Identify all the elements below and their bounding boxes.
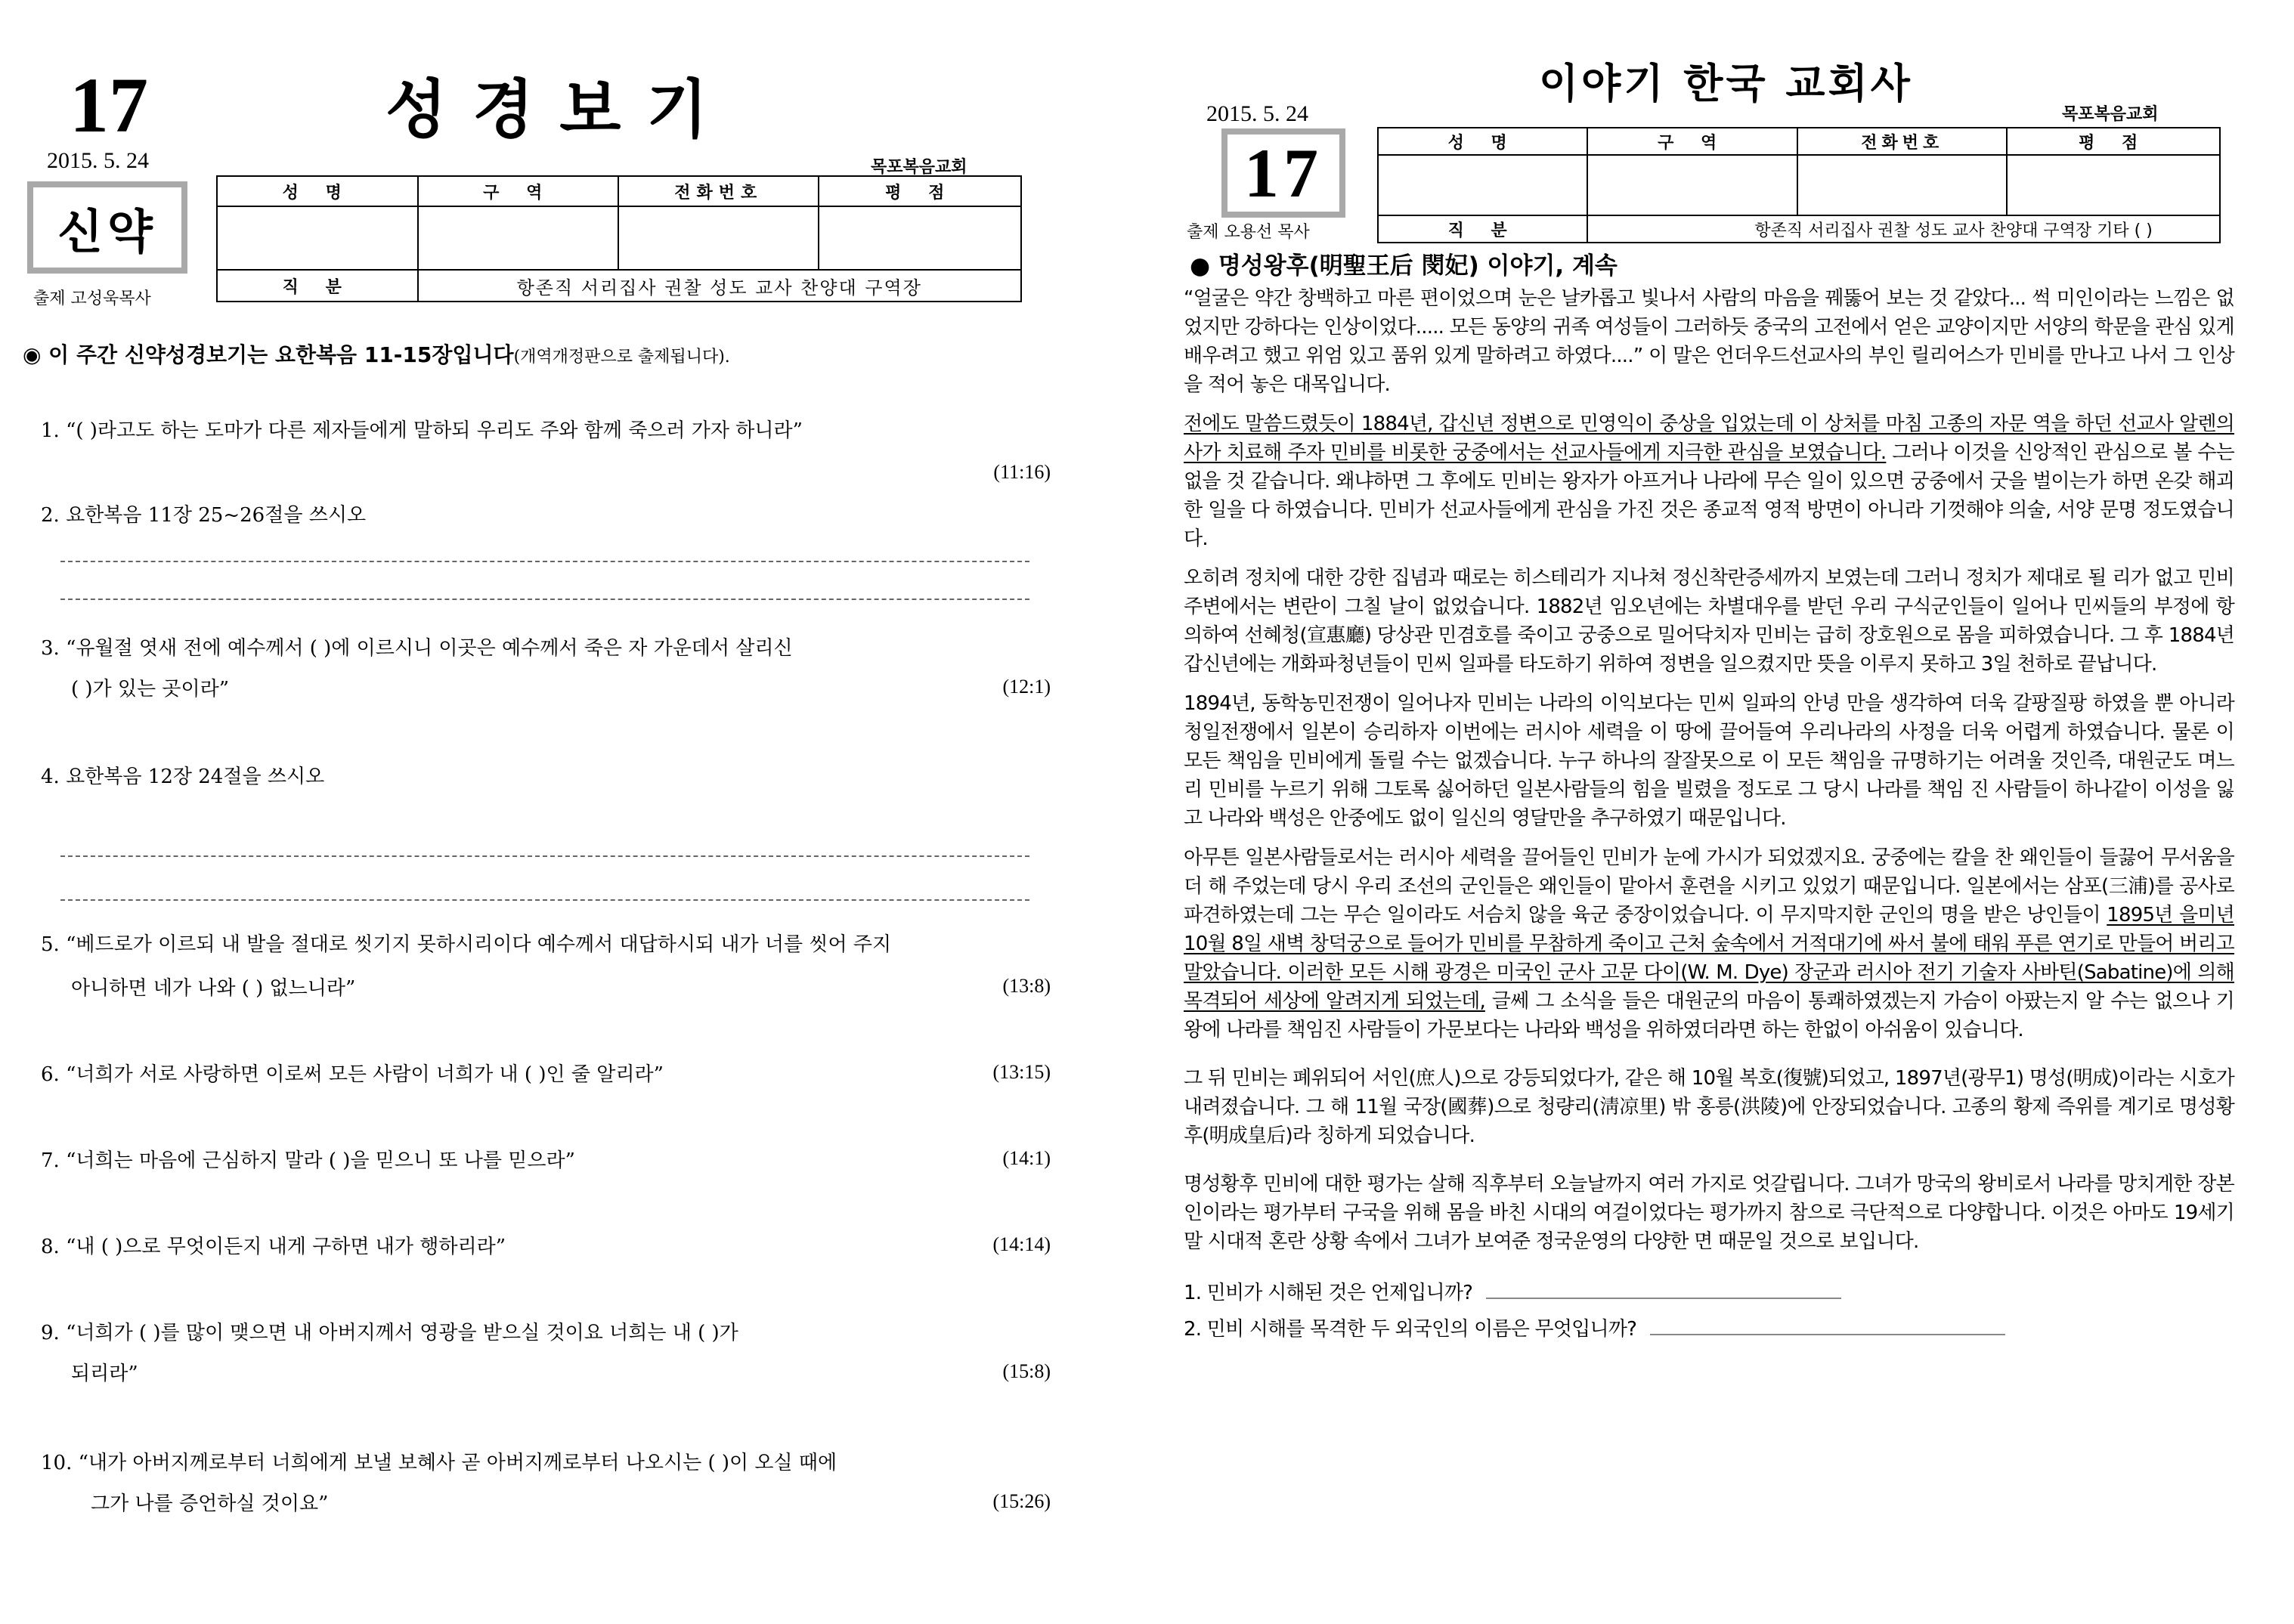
right-lesson-number: 17 bbox=[1244, 135, 1323, 212]
story-title: 이야기 한국 교회사 bbox=[1539, 60, 1913, 107]
testament-badge bbox=[27, 181, 187, 274]
author: 출제 고성욱목사 bbox=[33, 289, 151, 308]
question-3-line2: ( )가 있는 곳이라” bbox=[71, 678, 230, 701]
story-question-2-text: 2. 민비 시해를 목격한 두 외국인의 이름은 무엇입니까? bbox=[1184, 1318, 1637, 1341]
header-phone: 전화번호 bbox=[618, 176, 819, 206]
right-date: 2015. 5. 24 bbox=[1206, 101, 1308, 126]
question-5: 5. “베드로가 이르되 내 발을 절대로 씻기지 못하시리이다 예수께서 대답하시되 내가 너를 씻어 주지 bbox=[41, 933, 892, 956]
question-9-line2: 되리라” bbox=[71, 1363, 138, 1385]
question-9: 9. “너희가 ( )를 많이 맺으면 내 아버지께서 영광을 받으실 것이요 너희는 내 ( )가 bbox=[41, 1322, 738, 1344]
header-name: 성 명 bbox=[217, 176, 418, 206]
question-7-ref: (14:1) bbox=[1002, 1147, 1051, 1169]
answer-line[interactable] bbox=[1486, 1298, 1841, 1299]
weekly-focus bbox=[23, 339, 730, 369]
question-5-ref: (13:8) bbox=[1002, 975, 1051, 997]
paragraph: 1894년, 동학농민전쟁이 일어나자 민비는 나라의 이익보다는 민씨 일파의 안녕 만을 생각하여 더욱 갈팡질팡 하였을 뿐 아니라 청일전쟁에서 일본이 승리하자 이번에는 러시아 세력을 이 땅에 끌어들여 우리나라의 사정을 더욱 어렵게 하였습니다. 물론 이 모든 책임을 민비에게 돌릴 수는 없겠습니다. 누구 하나의 잘잘못으로 이 모든 책임을 규명하기는 어려울 것인즉, 대원군도 며느리 민비를 누르기 위해 그토록 싫어하던 일본사람들의 힘을 빌렸을 정도로 그 당시 나라를 책임 진 사람들이 하나같이 이성을 잃고 나라와 백성은 안중에도 없이 일신의 영달만을 추구하였기 때문입니다. bbox=[1184, 692, 2234, 830]
duty-options[interactable]: 항존직 서리집사 권찰 성도 교사 찬양대 구역장 기타 ( ) bbox=[1587, 215, 2220, 243]
question-10-ref: (15:26) bbox=[992, 1490, 1051, 1512]
answer-line[interactable] bbox=[60, 599, 1029, 600]
question-9-ref: (15:8) bbox=[1002, 1360, 1051, 1382]
paragraph: 명성황후 민비에 대한 평가는 살해 직후부터 오늘날까지 여러 가지로 엇갈립니다. 그녀가 망국의 왕비로서 나라를 망치게한 장본인이라는 평가부터 구국을 위해 몸을 바친 시대의 여걸이었다는 평가까지 참으로 극단적으로 다양합니다. 이것은 아마도 19세기 말 시대적 혼란 상황 속에서 그녀가 보여준 정국운영의 다양한 면 때문일 것으로 보입니다. bbox=[1184, 1173, 2234, 1253]
district-field[interactable] bbox=[418, 206, 619, 270]
answer-line[interactable] bbox=[1650, 1334, 2005, 1335]
answer-line[interactable] bbox=[60, 561, 1029, 562]
header-name: 성 명 bbox=[1378, 128, 1587, 155]
name-field[interactable] bbox=[217, 206, 418, 270]
paragraph-text: 글쎄 그 소식을 들은 대원군의 마음이 통쾌하였겠는지 가슴이 아팠는지 알 수는 없으나 기왕에 나라를 책임진 사람들이 가문보다는 나라와 백성을 위하였더라면 하는 한없이 아쉬움이 있습니다. bbox=[1184, 990, 2234, 1041]
focus-main: ◉ 이 주간 신약성경보기는 요한복음 11-15장입니다 bbox=[23, 342, 514, 367]
duty-label: 직 분 bbox=[1378, 215, 1587, 243]
header-district: 구 역 bbox=[418, 176, 619, 206]
duty-options[interactable]: 항존직 서리집사 권찰 성도 교사 찬양대 구역장 bbox=[418, 270, 1022, 302]
story-question-2 bbox=[1184, 1315, 2234, 1344]
page-title: 성경보기 bbox=[385, 72, 734, 147]
duty-label: 직 분 bbox=[217, 270, 418, 302]
story-question-1 bbox=[1184, 1279, 2234, 1307]
paragraph-text: 아무튼 일본사람들로서는 러시아 세력을 끌어들인 민비가 눈에 가시가 되었겠지요. 궁중에는 칼을 찬 왜인들이 들끓어 무서움을 더 해 주었는데 당시 우리 조선의 군인들은 왜인들이 맡아서 훈련을 시키고 있었기 때문입니다. 일본에서는 삼포(三浦)를 공사로 파견하였는데 그는 무슨 일이라도 서슴치 않을 육군 중장이었습니다. 이 무지막지한 군인의 명을 받은 낭인들이 bbox=[1184, 846, 2234, 926]
question-10-line2: 그가 나를 증언하실 것이요” bbox=[91, 1493, 329, 1515]
phone-field[interactable] bbox=[618, 206, 819, 270]
district-field[interactable] bbox=[1587, 155, 1797, 215]
answer-line[interactable] bbox=[60, 899, 1029, 901]
header-score: 평 점 bbox=[2007, 128, 2220, 155]
underlined-text: 1895년 을미년 10월 8일 새벽 창덕궁으로 들어가 민비를 무참하게 죽이고 근처 숲속에서 거적대기에 싸서 불에 태워 푸른 연기로 만들어 버리고 말았습니다. 이러한 모든 시해 광경은 미국인 군사 고문 다이(W. M. Dye) 장군과 러시아 전기 기술자 사바틴(Sabatine)에 의해 목격되어 세상에 알려지게 되었는데, bbox=[1184, 904, 2234, 1013]
paragraph bbox=[1184, 843, 2234, 1044]
question-2: 2. 요한복음 11장 25~26절을 쓰시오 bbox=[41, 504, 367, 527]
name-field[interactable] bbox=[1378, 155, 1587, 215]
paragraph: “얼굴은 약간 창백하고 마른 편이었으며 눈은 날카롭고 빛나서 사람의 마음을 꿰뚫어 보는 것 같았다... 썩 미인이라는 느낌은 없었지만 강하다는 인상이었다..... 모든 동양의 귀족 여성들이 그러하듯 중국의 고전에서 얻은 교양이지만 서양의 학문을 관심 있게 배우려고 했고 위엄 있고 품위 있게 말하려고 하였다....” 이 말은 언더우드선교사의 부인 릴리어스가 민비를 만나고 나서 그 인상을 적어 놓은 대목입니다. bbox=[1184, 287, 2234, 396]
question-5-line2: 아니하면 네가 나와 ( ) 없느니라” bbox=[71, 977, 356, 1000]
question-1-ref: (11:16) bbox=[993, 461, 1051, 483]
paragraph-text: 그러나 이것을 신앙적인 관심으로 볼 수는 없을 것 같습니다. 왜냐하면 그 후에도 민비는 왕자가 아프거나 나라에 무슨 일이 있으면 궁중에서 굿을 벌이는가 하면 온갖 해괴한 일을 다 하였습니다. 민비가 선교사들에게 관심을 가진 것은 종교적 영적 방면이 아니라 기껏해야 의술, 서양 문명 정도였습니다. bbox=[1184, 441, 2234, 550]
question-1: 1. “( )라고도 하는 도마가 다른 제자들에게 말하되 우리도 주와 함께 죽으러 가자 하니라” bbox=[41, 419, 803, 442]
header-district: 구 역 bbox=[1587, 128, 1797, 155]
header-score: 평 점 bbox=[819, 176, 1021, 206]
question-4: 4. 요한복음 12장 24절을 쓰시오 bbox=[41, 766, 325, 788]
right-info-table bbox=[1377, 127, 2221, 243]
testament-label: 신약 bbox=[57, 203, 157, 259]
question-3-ref: (12:1) bbox=[1002, 676, 1051, 698]
lesson-number-box bbox=[1221, 128, 1345, 218]
question-10: 10. “내가 아버지께로부터 너희에게 보낼 보혜사 곧 아버지께로부터 나오시는 ( )이 오실 때에 bbox=[41, 1452, 837, 1474]
section-title: ● 명성왕후(明聖王后 閔妃) 이야기, 계속 bbox=[1190, 252, 1618, 280]
underlined-text: 전에도 말씀드렸듯이 1884년, 갑신년 정변으로 민영익이 중상을 입었는데 이 상처를 마침 고종의 자문 역을 하던 선교사 알렌의사가 치료해 주자 민비를 비롯한 궁중에서는 선교사들에게 지극한 관심을 보였습니다. bbox=[1184, 413, 2234, 464]
info-table bbox=[216, 175, 1022, 302]
score-field[interactable] bbox=[819, 206, 1021, 270]
question-8-ref: (14:14) bbox=[992, 1233, 1051, 1255]
paragraph: 그 뒤 민비는 폐위되어 서인(庶人)으로 강등되었다가, 같은 해 10월 복호(復號)되었고, 1897년(광무1) 명성(明成)이라는 시호가 내려졌습니다. 그 해 11월 국장(國葬)으로 청량리(淸凉里) 밖 홍릉(洪陵)에 안장되었습니다. 고종의 황제 즉위를 계기로 명성황후(明成皇后)라 칭하게 되었습니다. bbox=[1184, 1067, 2234, 1147]
right-church-name: 목포복음교회 bbox=[2062, 105, 2159, 124]
story-question-1-text: 1. 민비가 시해된 것은 언제입니까? bbox=[1184, 1282, 1473, 1304]
phone-field[interactable] bbox=[1797, 155, 2008, 215]
question-6: 6. “너희가 서로 사랑하면 이로써 모든 사람이 너희가 내 ( )인 줄 알리라” bbox=[41, 1063, 664, 1086]
answer-line[interactable] bbox=[60, 855, 1029, 857]
story-body bbox=[1184, 284, 2234, 1344]
question-8: 8. “내 ( )으로 무엇이든지 내게 구하면 내가 행하리라” bbox=[41, 1236, 506, 1258]
right-author: 출제 오용선 목사 bbox=[1187, 223, 1310, 242]
paragraph bbox=[1184, 410, 2234, 553]
focus-note: (개역개정판으로 출제됩니다). bbox=[513, 348, 730, 367]
score-field[interactable] bbox=[2007, 155, 2220, 215]
question-7: 7. “너희는 마음에 근심하지 말라 ( )을 믿으니 또 나를 믿으라” bbox=[41, 1149, 575, 1172]
paragraph: 오히려 정치에 대한 강한 집념과 때로는 히스테리가 지나쳐 정신착란증세까지 보였는데 그러니 정치가 제대로 될 리가 없고 민비 주변에서는 변란이 그칠 날이 없었습니다. 1882년 임오년에는 차별대우를 받던 우리 구식군인들이 일어나 민씨들의 부정에 항의하여 선혜청(宣惠廳) 당상관 민겸호를 죽이고 궁중으로 밀어닥치자 민비는 급히 장호원으로 몸을 피하였습니다. 그 후 1884년 갑신년에는 개화파청년들이 민씨 일파를 타도하기 위하여 정변을 일으켰지만 뜻을 이루지 못하고 3일 천하로 끝납니다. bbox=[1184, 567, 2234, 676]
header-phone: 전화번호 bbox=[1797, 128, 2008, 155]
church-name: 목포복음교회 bbox=[871, 158, 967, 177]
question-3: 3. “유월절 엿새 전에 예수께서 ( )에 이르시니 이곳은 예수께서 죽은 자 가운데서 살리신 bbox=[41, 637, 793, 660]
question-6-ref: (13:15) bbox=[992, 1061, 1051, 1083]
lesson-number: 17 bbox=[70, 62, 148, 149]
date: 2015. 5. 24 bbox=[47, 148, 149, 173]
